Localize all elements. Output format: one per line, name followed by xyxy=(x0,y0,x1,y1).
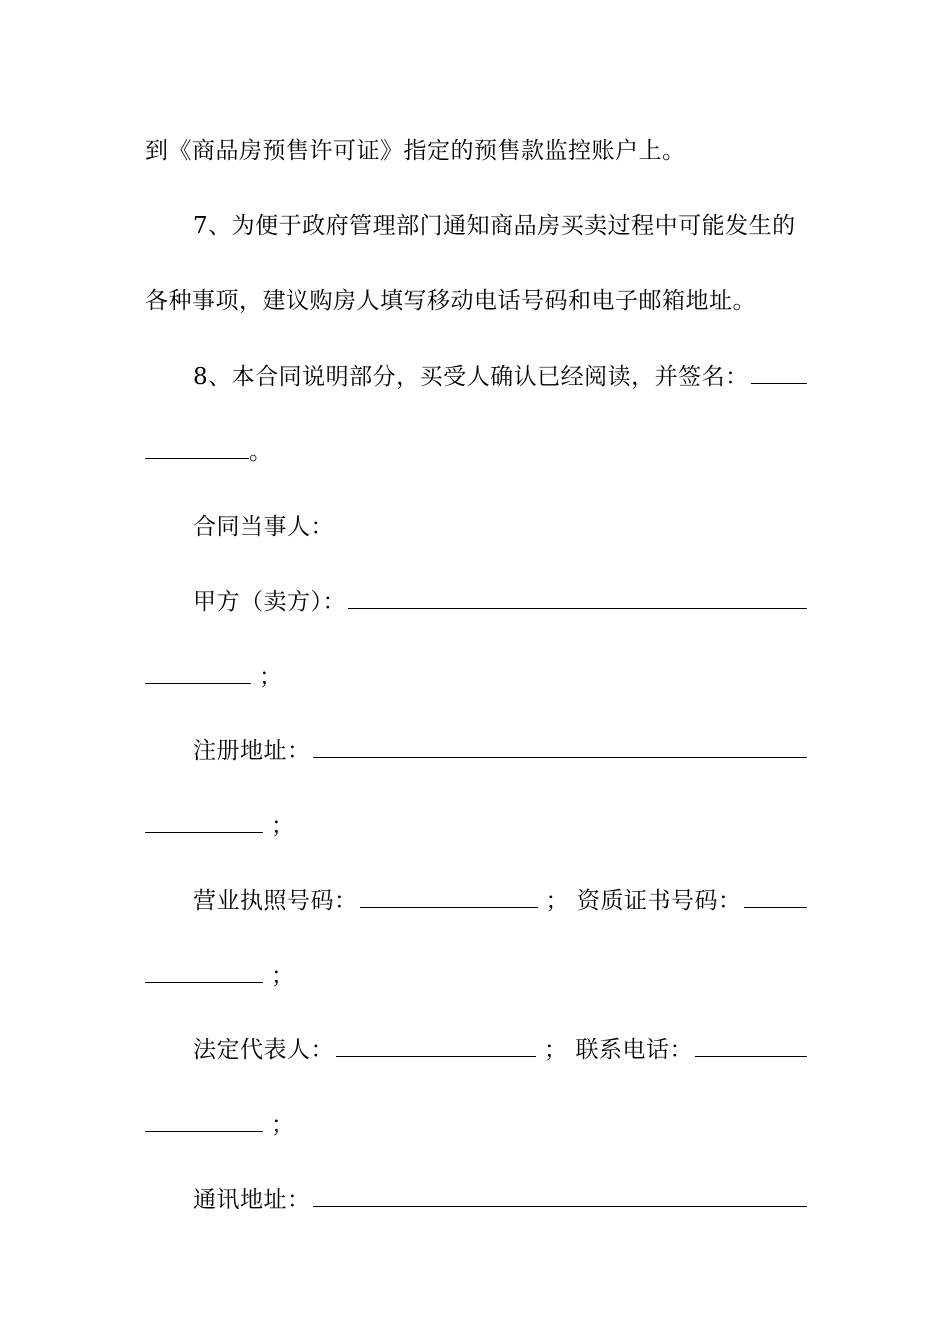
seller-line-cont xyxy=(145,657,807,697)
paragraph-line-item7-cont: 各种事项，建议购房人填写移动电话号码和电子邮箱地址。 xyxy=(145,288,756,314)
seller-name-blank-cont[interactable] xyxy=(145,657,251,684)
mailing-address-blank[interactable] xyxy=(313,1180,808,1207)
phone-blank-cont[interactable] xyxy=(145,1105,263,1132)
semicolon-mark: ； xyxy=(544,1037,568,1063)
business-license-blank[interactable] xyxy=(360,881,538,908)
semicolon-mark: ； xyxy=(545,888,569,914)
registered-address-blank[interactable] xyxy=(313,731,808,758)
semicolon-mark: ； xyxy=(271,1112,295,1138)
legal-rep-line xyxy=(193,1030,807,1070)
semicolon-mark: ； xyxy=(259,664,283,690)
registered-address-blank-cont[interactable] xyxy=(145,806,263,833)
license-line xyxy=(193,881,807,921)
parties-heading: 合同当事人： xyxy=(193,514,334,540)
item8-text: 8、本合同说明部分，买受人确认已经阅读，并签名： xyxy=(193,364,749,390)
registered-address-label: 注册地址： xyxy=(193,738,311,764)
seller-line xyxy=(193,582,807,622)
phone-blank[interactable] xyxy=(695,1030,807,1057)
mailing-address-label: 通讯地址： xyxy=(193,1187,311,1213)
legal-rep-blank[interactable] xyxy=(336,1030,536,1057)
qualification-cert-label: 资质证书号码： xyxy=(577,888,742,914)
legal-rep-label: 法定代表人： xyxy=(193,1037,334,1063)
seller-name-blank[interactable] xyxy=(348,582,807,609)
buyer-signature-blank-cont[interactable] xyxy=(145,432,249,459)
semicolon-mark: ； xyxy=(271,963,295,989)
registered-address-line xyxy=(193,731,807,771)
seller-label: 甲方（卖方）： xyxy=(193,589,346,615)
paragraph-line-item8-cont xyxy=(145,432,807,472)
phone-label: 联系电话： xyxy=(575,1037,693,1063)
semicolon-mark: ； xyxy=(271,813,295,839)
qualification-cert-blank[interactable] xyxy=(744,881,808,908)
license-line-cont xyxy=(145,956,807,996)
mailing-address-line xyxy=(193,1180,807,1220)
business-license-label: 营业执照号码： xyxy=(193,888,358,914)
qualification-cert-blank-cont[interactable] xyxy=(145,956,263,983)
paragraph-line-1: 到《商品房预售许可证》指定的预售款监控账户上。 xyxy=(145,138,686,164)
paragraph-line-item7: 7、为便于政府管理部门通知商品房买卖过程中可能发生的 xyxy=(193,213,796,239)
registered-address-line-cont xyxy=(145,806,807,846)
paragraph-line-item8 xyxy=(193,357,807,397)
legal-rep-line-cont xyxy=(145,1105,807,1145)
period-mark: 。 xyxy=(249,439,273,465)
buyer-signature-blank[interactable] xyxy=(751,357,807,384)
